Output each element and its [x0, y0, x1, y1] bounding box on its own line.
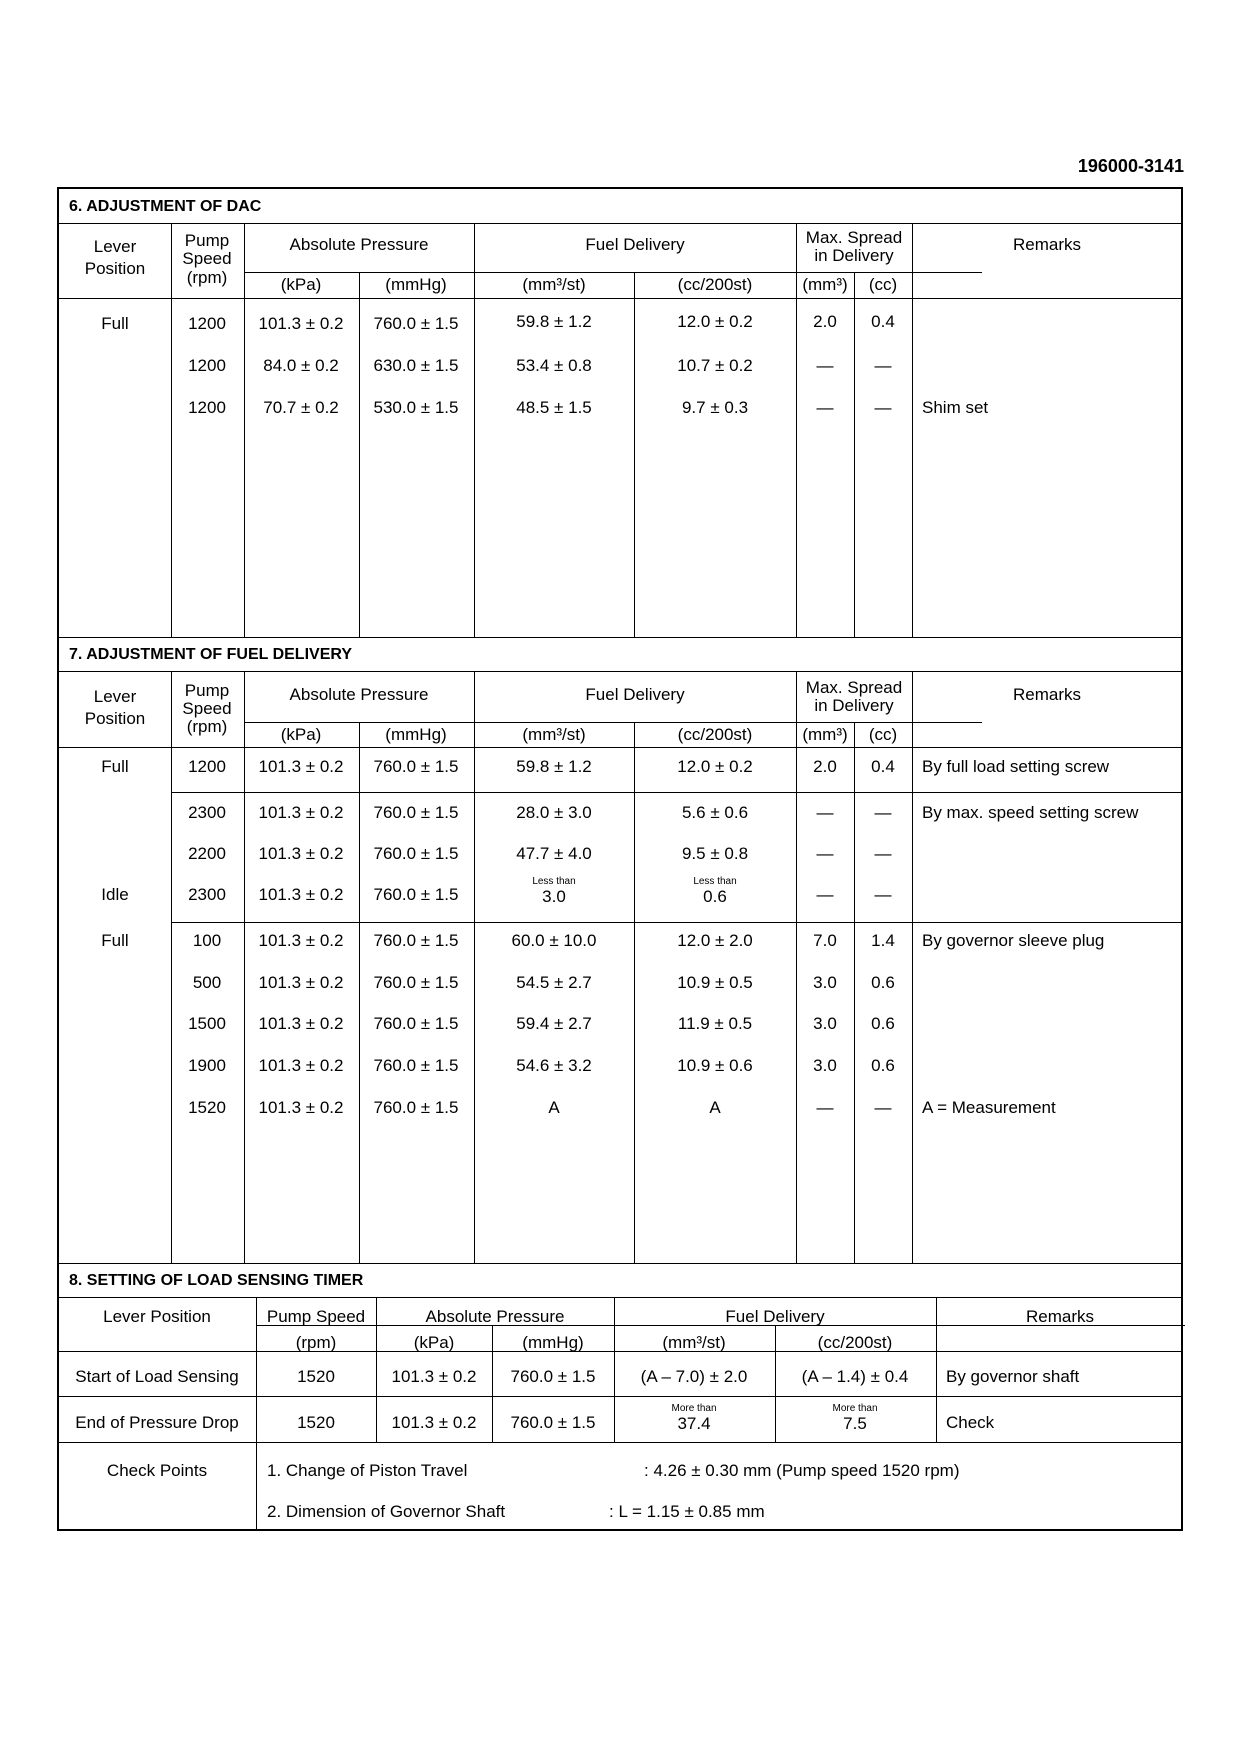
mmhg-cell: 630.0 ± 1.5 [373, 356, 459, 375]
s6-header-mm3: (mm³) [802, 275, 848, 294]
spread-cc-cell: 0.6 [871, 1056, 895, 1075]
kpa-cell: 101.3 ± 0.2 [258, 757, 344, 776]
spread-cc-cell: — [874, 1098, 892, 1117]
s8-header-abs-pressure: Absolute Pressure [425, 1307, 565, 1326]
mmhg-cell: 760.0 ± 1.5 [373, 314, 459, 333]
s6-header-bottom-rule [59, 298, 1181, 299]
document-number: 196000-3141 [1077, 156, 1184, 176]
mmhg-cell: 530.0 ± 1.5 [373, 398, 459, 417]
s7-header-bottom-rule [59, 747, 1181, 748]
speed-cell: 1900 [188, 1056, 226, 1075]
cc200-cell: 12.0 ± 0.2 [677, 312, 753, 331]
cc200-cell: 9.5 ± 0.8 [681, 844, 749, 863]
remarks-cell: By governor sleeve plug [922, 931, 1105, 950]
s8-header-mm3st: (mm³/st) [662, 1333, 726, 1352]
section7-title: 7. ADJUSTMENT OF FUEL DELIVERY [59, 637, 1181, 672]
s7-header-mmhg: (mmHg) [385, 725, 447, 744]
section8-title: 8. SETTING OF LOAD SENSING TIMER [59, 1263, 1181, 1298]
s6-header-fuel-delivery: Fuel Delivery [585, 235, 685, 254]
mmhg-cell: 760.0 ± 1.5 [373, 931, 459, 950]
s8-header-cc200st: (cc/200st) [817, 1333, 893, 1352]
s7-header-abs-pressure: Absolute Pressure [289, 685, 429, 704]
s6-header-abs-pressure: Absolute Pressure [289, 235, 429, 254]
spread-cc-cell: — [874, 803, 892, 822]
spread-cc-cell: — [874, 356, 892, 375]
remarks-cell: Shim set [922, 398, 989, 417]
s7-row-divider-1 [171, 792, 1183, 793]
s8-header-kpa: (kPa) [413, 1333, 455, 1352]
remarks-cell: By governor shaft [946, 1367, 1080, 1386]
spread-mm3-cell: — [816, 398, 834, 417]
s6-subheader-rule-spread [866, 272, 982, 273]
mmhg-cell: 760.0 ± 1.5 [373, 844, 459, 863]
check-point-1-value: : 4.26 ± 0.30 mm (Pump speed 1520 rpm) [644, 1461, 960, 1480]
remarks-cell: By full load setting screw [922, 757, 1110, 776]
spec-sheet-frame [57, 187, 1183, 1531]
mmhg-cell: 760.0 ± 1.5 [373, 1014, 459, 1033]
spread-mm3-cell: 2.0 [813, 312, 837, 331]
kpa-cell: 101.3 ± 0.2 [258, 931, 344, 950]
spread-mm3-cell: — [816, 356, 834, 375]
speed-cell: 1520 [188, 1098, 226, 1117]
spread-cc-cell: 1.4 [871, 931, 895, 950]
s8-header-fuel-delivery: Fuel Delivery [725, 1307, 825, 1326]
s6-header-speed-1: Pump [184, 231, 230, 250]
check-points-label: Check Points [106, 1461, 208, 1480]
mm3st-cell: 48.5 ± 1.5 [516, 398, 592, 417]
lever-cell: Start of Load Sensing [75, 1367, 239, 1386]
s6-header-cc: (cc) [868, 275, 898, 294]
mm3st-cell: 54.6 ± 3.2 [516, 1056, 592, 1075]
mm3st-cell: 59.4 ± 2.7 [516, 1014, 592, 1033]
kpa-cell: 101.3 ± 0.2 [258, 1014, 344, 1033]
cc200-cell: 12.0 ± 0.2 [677, 757, 753, 776]
spread-mm3-cell: 7.0 [813, 931, 837, 950]
s6-header-cc200st: (cc/200st) [677, 275, 753, 294]
spread-mm3-cell: — [816, 885, 834, 904]
cc200-cell: 10.7 ± 0.2 [677, 356, 753, 375]
spread-cc-cell: — [874, 398, 892, 417]
remarks-cell: A = Measurement [922, 1098, 1056, 1117]
remarks-cell: By max. speed setting screw [922, 803, 1139, 822]
s7-header-kpa: (kPa) [280, 725, 322, 744]
spread-mm3-cell: 3.0 [813, 1056, 837, 1075]
s6-header-speed-3: (rpm) [186, 268, 228, 287]
kpa-cell: 101.3 ± 0.2 [391, 1413, 477, 1432]
speed-cell: 1200 [188, 314, 226, 333]
s6-header-max-spread-2: in Delivery [814, 246, 894, 265]
lever-cell: Full [101, 931, 129, 950]
cc200-cell: 10.9 ± 0.6 [677, 1056, 753, 1075]
mmhg-cell: 760.0 ± 1.5 [373, 973, 459, 992]
mm3st-cell: 28.0 ± 3.0 [516, 803, 592, 822]
lever-cell: Full [101, 314, 129, 333]
speed-cell: 500 [192, 973, 222, 992]
cc200-note: Less than [693, 876, 737, 887]
s7-header-fuel-delivery: Fuel Delivery [585, 685, 685, 704]
mm3st-cell: 47.7 ± 4.0 [516, 844, 592, 863]
mmhg-cell: 760.0 ± 1.5 [373, 757, 459, 776]
mmhg-cell: 760.0 ± 1.5 [373, 885, 459, 904]
mm3st-cell: (A – 7.0) ± 2.0 [640, 1367, 748, 1386]
kpa-cell: 101.3 ± 0.2 [391, 1367, 477, 1386]
s6-header-remarks: Remarks [1012, 235, 1082, 254]
kpa-cell: 101.3 ± 0.2 [258, 314, 344, 333]
s6-header-max-spread-1: Max. Spread [805, 228, 903, 247]
spread-cc-cell: 0.4 [871, 312, 895, 331]
cc200-cell: 0.6 [703, 887, 727, 906]
s7-header-speed-2: Speed [182, 699, 232, 718]
s6-header-lever-1: Lever [93, 237, 137, 256]
s7-header-cc: (cc) [868, 725, 898, 744]
s8-header-remarks: Remarks [1025, 1307, 1095, 1326]
spread-mm3-cell: — [816, 1098, 834, 1117]
s6-header-speed-2: Speed [182, 249, 232, 268]
speed-cell: 1520 [297, 1367, 335, 1386]
spread-cc-cell: — [874, 844, 892, 863]
s7-header-speed-3: (rpm) [186, 717, 228, 736]
spread-mm3-cell: 3.0 [813, 1014, 837, 1033]
speed-cell: 1200 [188, 356, 226, 375]
mm3st-cell: 59.8 ± 1.2 [516, 757, 592, 776]
section6-title: 6. ADJUSTMENT OF DAC [59, 189, 1181, 224]
mmhg-cell: 760.0 ± 1.5 [373, 803, 459, 822]
s8-header-lever: Lever Position [103, 1307, 211, 1326]
cc200-cell: 7.5 [843, 1414, 867, 1433]
s7-header-lever-2: Position [84, 709, 146, 728]
s6-header-kpa: (kPa) [280, 275, 322, 294]
s6-header-mm3st: (mm³/st) [522, 275, 586, 294]
check-point-2-text: 2. Dimension of Governor Shaft [267, 1502, 506, 1521]
mm3st-cell: 54.5 ± 2.7 [516, 973, 592, 992]
spread-mm3-cell: — [816, 844, 834, 863]
s7-header-speed-1: Pump [184, 681, 230, 700]
spread-cc-cell: 0.4 [871, 757, 895, 776]
kpa-cell: 101.3 ± 0.2 [258, 844, 344, 863]
s7-group-divider [171, 922, 1183, 923]
speed-cell: 100 [192, 931, 222, 950]
kpa-cell: 101.3 ± 0.2 [258, 1098, 344, 1117]
s7-header-max-spread-1: Max. Spread [805, 678, 903, 697]
s7-header-mm3st: (mm³/st) [522, 725, 586, 744]
kpa-cell: 70.7 ± 0.2 [263, 398, 339, 417]
s7-header-lever-1: Lever [93, 687, 137, 706]
cc200-cell: 11.9 ± 0.5 [677, 1014, 753, 1033]
cc200-cell: 10.9 ± 0.5 [677, 973, 753, 992]
mm3st-note: More than [671, 1403, 717, 1414]
s7-header-mm3: (mm³) [802, 725, 848, 744]
spread-mm3-cell: — [816, 803, 834, 822]
cc200-note: More than [832, 1403, 878, 1414]
mm3st-note: Less than [532, 876, 576, 887]
cc200-cell: 9.7 ± 0.3 [681, 398, 749, 417]
mmhg-cell: 760.0 ± 1.5 [373, 1098, 459, 1117]
kpa-cell: 101.3 ± 0.2 [258, 885, 344, 904]
s6-header-lever-2: Position [84, 259, 146, 278]
s7-header-remarks: Remarks [1012, 685, 1082, 704]
kpa-cell: 101.3 ± 0.2 [258, 803, 344, 822]
mm3st-cell: 37.4 [677, 1414, 711, 1433]
mm3st-cell: 60.0 ± 10.0 [511, 931, 597, 950]
cc200-cell: A [709, 1098, 721, 1117]
kpa-cell: 84.0 ± 0.2 [263, 356, 339, 375]
mm3st-cell: A [548, 1098, 560, 1117]
speed-cell: 1500 [188, 1014, 226, 1033]
s7-header-max-spread-2: in Delivery [814, 696, 894, 715]
mmhg-cell: 760.0 ± 1.5 [510, 1413, 596, 1432]
speed-cell: 2200 [188, 844, 226, 863]
lever-cell: Idle [101, 885, 129, 904]
s6-subheader-rule-fuel [544, 272, 866, 273]
lever-cell: Full [101, 757, 129, 776]
mm3st-cell: 53.4 ± 0.8 [516, 356, 592, 375]
s7-header-cc200st: (cc/200st) [677, 725, 753, 744]
spread-cc-cell: 0.6 [871, 1014, 895, 1033]
spread-mm3-cell: 3.0 [813, 973, 837, 992]
speed-cell: 2300 [188, 803, 226, 822]
lever-cell: End of Pressure Drop [75, 1413, 239, 1432]
kpa-cell: 101.3 ± 0.2 [258, 973, 344, 992]
mm3st-cell: 59.8 ± 1.2 [516, 312, 592, 331]
mm3st-cell: 3.0 [542, 887, 566, 906]
check-point-1-text: 1. Change of Piston Travel [267, 1461, 468, 1480]
s8-header-speed: Pump Speed [266, 1307, 366, 1326]
s8-header-rpm: (rpm) [295, 1333, 337, 1352]
s8-header-mmhg: (mmHg) [522, 1333, 584, 1352]
kpa-cell: 101.3 ± 0.2 [258, 1056, 344, 1075]
remarks-cell: Check [946, 1413, 995, 1432]
spread-cc-cell: 0.6 [871, 973, 895, 992]
cc200-cell: 12.0 ± 2.0 [677, 931, 753, 950]
spread-mm3-cell: 2.0 [813, 757, 837, 776]
check-point-2-value: : L = 1.15 ± 0.85 mm [609, 1502, 765, 1521]
speed-cell: 2300 [188, 885, 226, 904]
cc200-cell: 5.6 ± 0.6 [681, 803, 749, 822]
s6-header-mmhg: (mmHg) [385, 275, 447, 294]
s6-subheader-rule-pressure [244, 272, 544, 273]
mmhg-cell: 760.0 ± 1.5 [373, 1056, 459, 1075]
speed-cell: 1520 [297, 1413, 335, 1432]
speed-cell: 1200 [188, 398, 226, 417]
speed-cell: 1200 [188, 757, 226, 776]
spread-cc-cell: — [874, 885, 892, 904]
cc200-cell: (A – 1.4) ± 0.4 [801, 1367, 909, 1386]
mmhg-cell: 760.0 ± 1.5 [510, 1367, 596, 1386]
